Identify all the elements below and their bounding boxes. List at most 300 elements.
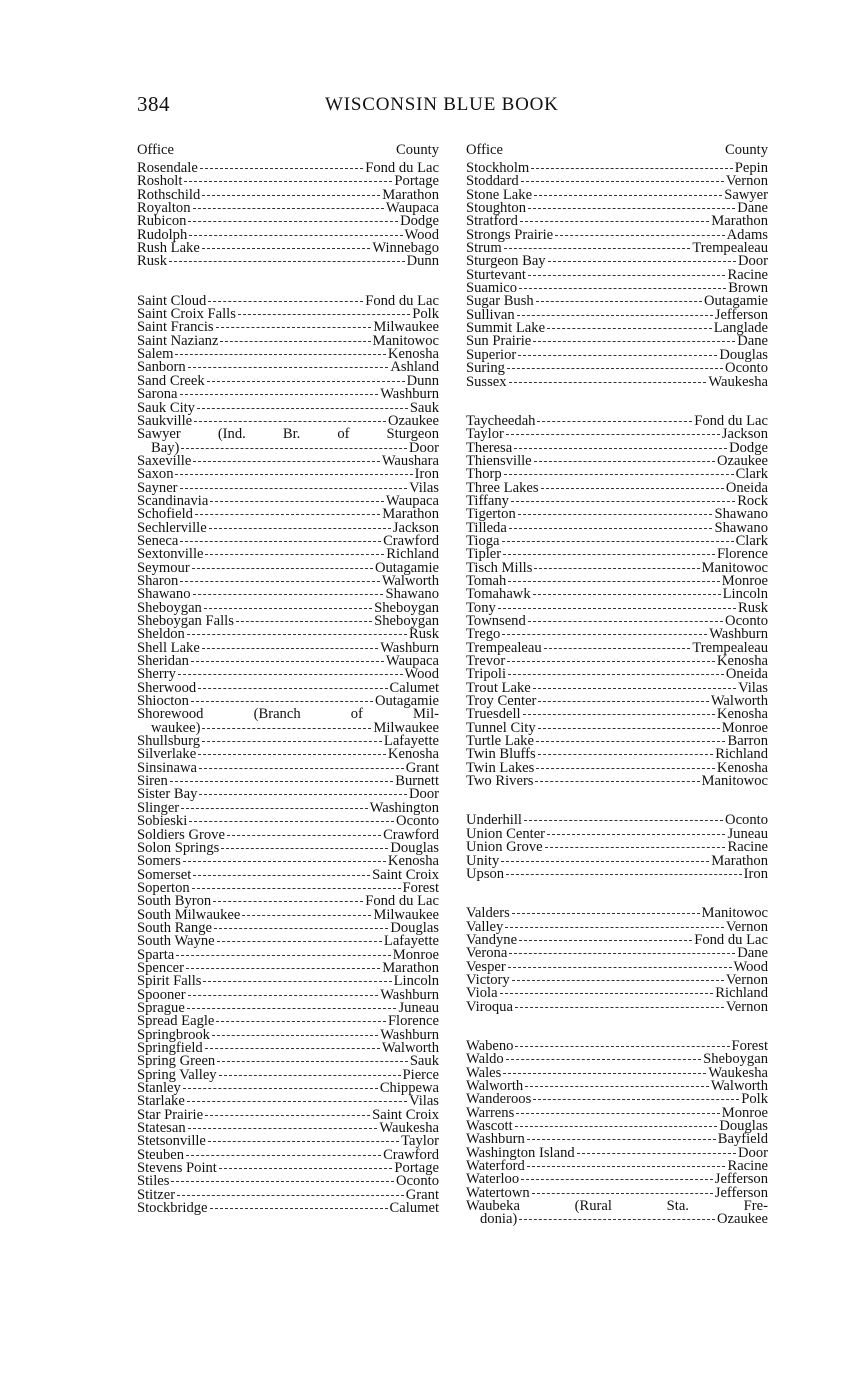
- county-name: Monroe: [721, 1104, 768, 1121]
- office-name: Stoddard: [466, 173, 519, 190]
- office-name: Sanborn: [137, 359, 186, 376]
- dot-leader: [519, 940, 692, 941]
- office-name: Sarona: [137, 386, 178, 403]
- dot-leader: [541, 488, 724, 489]
- county-name: Grant: [405, 1186, 439, 1203]
- dot-leader: [527, 1139, 716, 1140]
- office-name: Waldo: [466, 1051, 504, 1068]
- dot-leader: [169, 261, 405, 262]
- county-name: Bayfield: [717, 1131, 768, 1148]
- county-name: Ozaukee: [387, 412, 439, 429]
- dot-leader: [189, 235, 402, 236]
- dot-leader: [533, 594, 721, 595]
- dot-leader: [509, 528, 713, 529]
- county-name: Marathon: [711, 213, 768, 230]
- county-name: Oconto: [396, 813, 439, 830]
- entry-group: [466, 162, 768, 389]
- office-name: Schofield: [137, 506, 193, 523]
- office-name-continued: donia): [480, 1211, 518, 1228]
- office-name: Sherry: [137, 666, 176, 683]
- group-spacer: [466, 1014, 768, 1040]
- dot-leader: [181, 808, 367, 809]
- office-name: Stratford: [466, 213, 518, 230]
- dot-leader: [205, 554, 384, 555]
- office-name: Tisch Mills: [466, 559, 533, 576]
- office-name: Solon Springs: [137, 839, 220, 856]
- county-name: Richland: [386, 546, 439, 563]
- dot-leader: [208, 301, 363, 302]
- county-name: Polk: [741, 1091, 768, 1108]
- county-name: Oconto: [725, 812, 768, 829]
- office-name: Shullsburg: [137, 733, 200, 750]
- office-name: Sextonville: [137, 546, 204, 563]
- dot-leader: [533, 341, 735, 342]
- office-name: Soldiers Grove: [137, 826, 225, 843]
- dot-leader: [537, 421, 692, 422]
- county-name: Crawford: [383, 532, 439, 549]
- dot-leader: [180, 541, 381, 542]
- page-number: 384: [137, 92, 170, 116]
- office-name-continued: Bay): [151, 439, 180, 456]
- county-name: Washburn: [709, 626, 768, 643]
- dot-leader: [205, 1115, 370, 1116]
- dot-leader: [199, 794, 407, 795]
- county-name: Outagamie: [374, 693, 439, 710]
- office-name: Washington Island: [466, 1144, 575, 1161]
- office-name: Sturtevant: [466, 266, 526, 283]
- office-name: Sheboygan: [137, 599, 202, 616]
- dot-leader: [501, 861, 709, 862]
- county-name: Racine: [727, 1158, 768, 1175]
- dot-leader: [515, 1126, 718, 1127]
- office-name: Suamico: [466, 280, 518, 297]
- office-header: Office: [466, 142, 504, 158]
- office-name: Stanley: [137, 1080, 181, 1097]
- county-name: Jackson: [721, 426, 768, 443]
- county-name: Dane: [737, 945, 768, 962]
- dot-leader: [219, 1168, 393, 1169]
- post-office-entry: [466, 519, 768, 536]
- county-name: Sheboygan: [374, 599, 439, 616]
- office-name: Silverlake: [137, 746, 197, 763]
- post-office-entry: [137, 759, 439, 776]
- county-name: Milwaukee: [373, 906, 439, 923]
- office-name: Sugar Bush: [466, 293, 534, 310]
- county-name: Douglas: [719, 1118, 768, 1134]
- dot-leader: [221, 848, 388, 849]
- county-name: Monroe: [721, 719, 768, 736]
- county-name: Langlade: [713, 320, 768, 337]
- dot-leader: [534, 461, 715, 462]
- county-name: Ashland: [390, 359, 439, 376]
- dot-leader: [555, 235, 724, 236]
- county-name: Door: [409, 439, 439, 456]
- dot-leader: [227, 835, 381, 836]
- county-name: Dane: [737, 200, 768, 217]
- dot-leader: [187, 634, 407, 635]
- dot-leader: [188, 995, 379, 996]
- county-name: Crawford: [383, 826, 439, 843]
- office-name: Sayner: [137, 479, 178, 496]
- office-name: Waterloo: [466, 1171, 520, 1188]
- office-name: Tioga: [466, 532, 500, 549]
- dot-leader: [214, 928, 388, 929]
- office-name: Sauk City: [137, 399, 195, 416]
- dot-leader: [508, 581, 719, 582]
- office-name: South Milwaukee: [137, 906, 241, 923]
- office-name: Tomahawk: [466, 586, 531, 603]
- post-office-entry: [466, 907, 768, 920]
- dot-leader: [533, 1099, 739, 1100]
- dot-leader: [177, 1195, 404, 1196]
- post-office-entry: [466, 588, 768, 601]
- dot-leader: [547, 328, 712, 329]
- office-name: Royalton: [137, 200, 191, 217]
- dot-leader: [216, 1021, 386, 1022]
- dot-leader: [202, 728, 371, 729]
- county-name: Washington: [369, 799, 439, 816]
- office-name: Starlake: [137, 1093, 185, 1110]
- dot-leader: [193, 208, 384, 209]
- office-name: Waubeka (Rural Sta. Fre-: [466, 1198, 768, 1215]
- dot-leader: [180, 581, 379, 582]
- county-name: Ozaukee: [716, 452, 768, 469]
- county-name: Juneau: [727, 825, 768, 842]
- county-name: Pepin: [734, 160, 768, 176]
- county-name: Florence: [716, 546, 768, 563]
- office-name: Washburn: [466, 1131, 525, 1148]
- dot-leader: [193, 875, 370, 876]
- county-name: Pierce: [402, 1066, 439, 1083]
- post-office-entry: [137, 452, 439, 469]
- office-name: Stitzer: [137, 1186, 176, 1203]
- dot-leader: [194, 421, 386, 422]
- county-name: Saint Croix: [372, 866, 439, 883]
- county-name: Waupaca: [385, 492, 439, 509]
- dot-leader: [525, 1086, 709, 1087]
- dot-leader: [531, 168, 733, 169]
- dot-leader: [517, 315, 713, 316]
- county-name: Adams: [726, 226, 768, 243]
- dot-leader: [519, 288, 726, 289]
- office-name: Taycheedah: [466, 412, 536, 429]
- office-name: Union Center: [466, 825, 546, 842]
- dot-leader: [538, 728, 720, 729]
- office-name: Valders: [466, 905, 510, 922]
- office-name: Stevens Point: [137, 1160, 217, 1177]
- office-name: Two Rivers: [466, 773, 534, 790]
- dot-leader: [178, 674, 403, 675]
- office-name: Thorp: [466, 466, 502, 483]
- office-name: Strongs Prairie: [466, 226, 554, 243]
- county-name: Forest: [731, 1037, 768, 1054]
- office-name: Soperton: [137, 879, 190, 896]
- county-name: Sawyer: [724, 186, 768, 203]
- county-name: Oneida: [725, 666, 768, 683]
- dot-leader: [204, 608, 372, 609]
- county-name: Washburn: [380, 386, 439, 403]
- dot-leader: [183, 861, 386, 862]
- office-name: South Byron: [137, 893, 212, 910]
- county-name: Vilas: [409, 1093, 439, 1110]
- office-name: Truesdell: [466, 706, 521, 723]
- office-name: Unity: [466, 852, 500, 869]
- county-name: Polk: [412, 306, 439, 323]
- county-name: Marathon: [382, 959, 439, 976]
- dot-leader: [188, 221, 398, 222]
- dot-leader: [534, 568, 699, 569]
- post-office-entry: [137, 242, 439, 255]
- county-name: Calumet: [389, 679, 439, 696]
- county-name: Douglas: [719, 346, 768, 363]
- dot-leader: [500, 993, 714, 994]
- office-name: Sun Prairie: [466, 333, 532, 350]
- county-name: Kenosha: [387, 346, 439, 363]
- office-name: Sister Bay: [137, 786, 198, 803]
- county-name: Fond du Lac: [365, 292, 439, 309]
- dot-leader: [503, 554, 715, 555]
- county-name: Waukesha: [708, 373, 768, 390]
- county-name: Dodge: [400, 213, 439, 230]
- dot-leader: [521, 181, 724, 182]
- dot-leader: [528, 208, 735, 209]
- office-name: Stiles: [137, 1173, 170, 1190]
- dot-leader: [503, 1073, 706, 1074]
- county-name: Vilas: [738, 679, 768, 696]
- county-name: Wood: [404, 226, 439, 243]
- county-name: Dane: [737, 333, 768, 350]
- office-name: Sand Creek: [137, 372, 205, 389]
- dot-leader: [507, 368, 723, 369]
- dot-leader: [506, 434, 720, 435]
- dot-leader: [506, 1059, 701, 1060]
- county-name: Shawano: [385, 586, 439, 603]
- post-office-entry: [466, 1200, 768, 1227]
- post-office-entry: [466, 931, 768, 948]
- office-name: South Range: [137, 919, 212, 936]
- county-name: Waupaca: [385, 200, 439, 217]
- county-name: Forest: [402, 879, 439, 896]
- county-name: Oconto: [725, 613, 768, 629]
- county-name: Richland: [715, 985, 768, 1002]
- dot-leader: [521, 1179, 713, 1180]
- office-name: Stone Lake: [466, 186, 533, 203]
- office-name: Upson: [466, 865, 505, 882]
- county-name: Crawford: [383, 1146, 439, 1163]
- dot-leader: [548, 261, 736, 262]
- county-name: Monroe: [721, 572, 768, 589]
- office-name: Rosendale: [137, 160, 198, 176]
- office-name: Tiffany: [466, 492, 509, 509]
- office-name: Townsend: [466, 613, 526, 629]
- entry-groups: [466, 162, 768, 1227]
- county-name: Clark: [735, 466, 768, 483]
- office-name: Suring: [466, 360, 505, 377]
- county-name: Lincoln: [722, 586, 768, 603]
- dot-leader: [175, 354, 385, 355]
- post-office-entry: [466, 865, 768, 882]
- dot-leader: [502, 541, 734, 542]
- dot-leader: [192, 568, 373, 569]
- office-name: Trego: [466, 626, 501, 643]
- county-name: Douglas: [390, 919, 439, 936]
- dot-leader: [528, 275, 725, 276]
- county-name: Jefferson: [714, 1171, 768, 1188]
- dot-leader: [192, 888, 401, 889]
- office-name: Saint Cloud: [137, 292, 207, 309]
- dot-leader: [520, 221, 709, 222]
- county-name: Waukesha: [708, 1064, 768, 1081]
- dot-leader: [191, 701, 373, 702]
- office-name: Slinger: [137, 799, 180, 816]
- dot-leader: [202, 195, 380, 196]
- dot-leader: [532, 1193, 713, 1194]
- dot-leader: [519, 1219, 715, 1220]
- dot-leader: [186, 968, 380, 969]
- county-name: Dunn: [406, 372, 439, 389]
- post-office-entry: [466, 775, 768, 788]
- county-name: Walworth: [381, 572, 439, 589]
- post-office-entry: [137, 1175, 439, 1188]
- post-office-entry: [466, 852, 768, 869]
- county-name: Kenosha: [387, 853, 439, 870]
- county-name: Jackson: [392, 519, 439, 536]
- office-name: Tony: [466, 599, 496, 616]
- county-name: Lafayette: [383, 733, 439, 750]
- dot-leader: [512, 980, 724, 981]
- dot-leader: [210, 1208, 388, 1209]
- post-office-entry: [137, 1162, 439, 1175]
- office-name: Spencer: [137, 959, 185, 976]
- office-name: Spring Green: [137, 1053, 216, 1070]
- office-name: Wales: [466, 1064, 502, 1081]
- county-name: Racine: [727, 266, 768, 283]
- dot-leader: [200, 168, 363, 169]
- office-name: Waterford: [466, 1158, 525, 1175]
- county-name: Sauk: [409, 399, 439, 416]
- office-name: Sullivan: [466, 306, 515, 323]
- county-name: Wood: [733, 958, 768, 975]
- office-name: Sechlerville: [137, 519, 207, 536]
- dot-leader: [512, 913, 700, 914]
- county-name: Rusk: [408, 626, 439, 643]
- office-name: Sharon: [137, 572, 179, 589]
- county-name: Vernon: [725, 971, 768, 988]
- dot-leader: [187, 1101, 407, 1102]
- right-column: [466, 144, 768, 1227]
- office-continuation-line: [466, 1213, 768, 1226]
- office-name-continued: waukee): [151, 719, 201, 736]
- office-name: Viola: [466, 985, 498, 1002]
- county-name: Taylor: [401, 1133, 439, 1150]
- office-name: Trout Lake: [466, 679, 531, 696]
- county-name: Fond du Lac: [365, 893, 439, 910]
- office-name: Spirit Falls: [137, 973, 202, 990]
- office-name: Tripoli: [466, 666, 507, 683]
- dot-leader: [207, 381, 405, 382]
- office-name: Saxeville: [137, 452, 192, 469]
- county-name: Grant: [405, 759, 439, 776]
- dot-leader: [538, 754, 714, 755]
- office-name: Wascott: [466, 1118, 513, 1134]
- dot-leader: [518, 355, 717, 356]
- dot-leader: [536, 301, 702, 302]
- dot-leader: [193, 461, 380, 462]
- office-name: Rudolph: [137, 226, 188, 243]
- county-name: Portage: [394, 1160, 439, 1177]
- dot-leader: [536, 741, 726, 742]
- dot-leader: [545, 847, 726, 848]
- dot-leader: [175, 474, 412, 475]
- county-name: Milwaukee: [373, 319, 439, 336]
- dot-leader: [514, 448, 727, 449]
- office-name: Sawyer (Ind. Br. of Sturgeon: [137, 426, 439, 443]
- office-name: Saint Nazianz: [137, 332, 219, 349]
- county-name: Juneau: [398, 999, 439, 1016]
- office-name: Twin Lakes: [466, 759, 535, 776]
- dot-leader: [202, 648, 378, 649]
- dot-leader: [515, 1007, 724, 1008]
- dot-leader: [193, 594, 384, 595]
- office-name: Valley: [466, 918, 504, 935]
- county-name: Lincoln: [393, 973, 439, 990]
- dot-leader: [186, 1155, 381, 1156]
- county-name: Fond du Lac: [365, 160, 439, 176]
- office-name: Sturgeon Bay: [466, 253, 546, 270]
- office-name: Three Lakes: [466, 479, 539, 496]
- office-name: Wanderoos: [466, 1091, 532, 1108]
- dot-leader: [199, 768, 404, 769]
- dot-leader: [524, 820, 723, 821]
- dot-leader: [527, 1166, 726, 1167]
- county-name: Vilas: [409, 479, 439, 496]
- office-header: Office: [137, 142, 175, 158]
- entry-groups: [137, 162, 439, 1215]
- dot-leader: [170, 781, 393, 782]
- office-name: Watertown: [466, 1184, 530, 1201]
- office-name: Sheldon: [137, 626, 185, 643]
- office-name: Troy Center: [466, 693, 537, 710]
- county-name: Marathon: [382, 506, 439, 523]
- county-name: Outagamie: [374, 559, 439, 576]
- office-name: Shell Lake: [137, 639, 200, 656]
- dot-leader: [242, 915, 371, 916]
- dot-leader: [217, 1061, 408, 1062]
- office-name: Springfield: [137, 1040, 203, 1056]
- office-name: Spread Eagle: [137, 1013, 215, 1030]
- dot-leader: [191, 661, 384, 662]
- office-name: Saukville: [137, 412, 193, 429]
- post-office-entry: [466, 373, 768, 390]
- office-name: Steuben: [137, 1146, 185, 1163]
- dot-leader: [508, 967, 732, 968]
- office-name: Seymour: [137, 559, 190, 576]
- county-name: Richland: [715, 746, 768, 763]
- office-name: Tigerton: [466, 506, 516, 523]
- group-spacer: [137, 269, 439, 295]
- dot-leader: [198, 688, 387, 689]
- office-name: Underhill: [466, 812, 522, 829]
- county-name: Wood: [404, 666, 439, 683]
- post-office-entry: [466, 958, 768, 975]
- county-name: Calumet: [389, 1200, 439, 1217]
- dot-leader: [210, 501, 384, 502]
- office-name: Superior: [466, 346, 517, 363]
- office-name: Shiocton: [137, 693, 189, 710]
- office-name: Shorewood (Branch of Mil-: [137, 706, 439, 723]
- post-office-entry: [137, 1202, 439, 1215]
- dot-leader: [208, 1141, 399, 1142]
